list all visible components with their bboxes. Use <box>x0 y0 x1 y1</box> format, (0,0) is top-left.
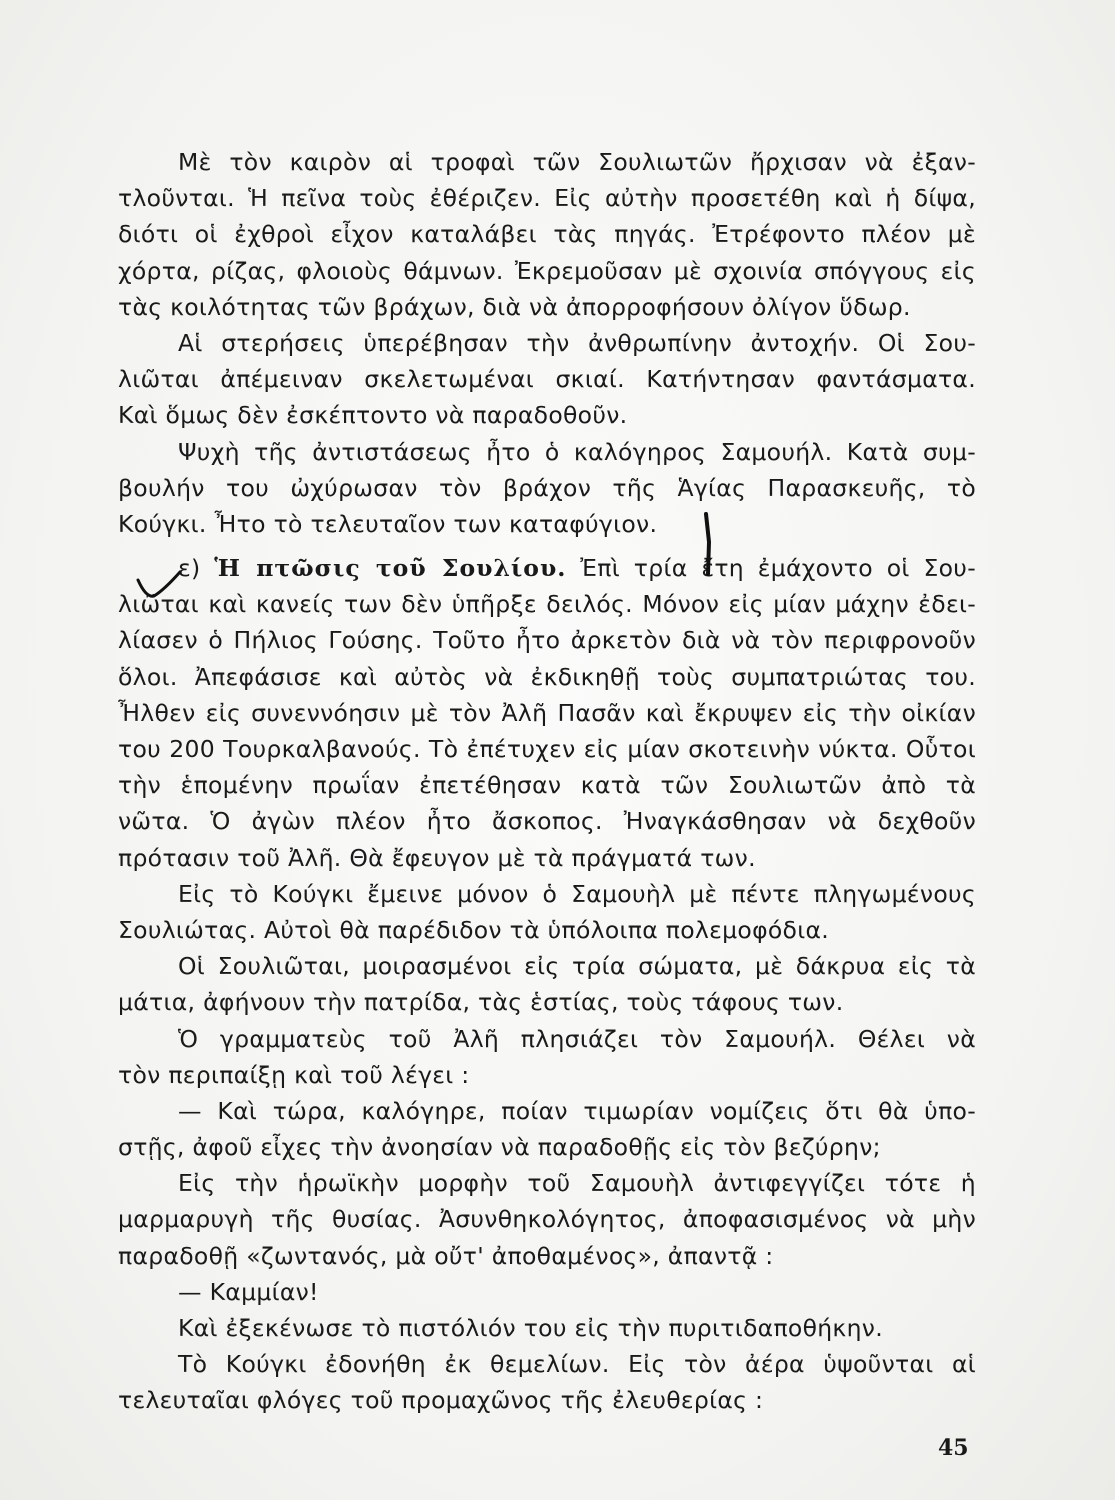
paragraph-12 <box>118 1346 976 1418</box>
text-line: Εἰς τὸ Κούγκι ἔμεινε μόνον ὁ Σαμουὴλ μὲ πέντε πληγωμένους <box>178 879 976 908</box>
text-line: στῇς, ἀφοῦ εἶχες τὴν ἀνοησίαν νὰ παραδοθῇς εἰς τὸν βεζύρην; <box>118 1133 881 1162</box>
paragraph-11: Καὶ ἐξεκένωσε τὸ πιστόλιόν του εἰς τὴν πυριτιδαποθήκην. <box>178 1314 883 1342</box>
section-first-line <box>118 550 976 586</box>
dialogue-2: — Καμμίαν! <box>178 1277 319 1306</box>
text-line: παραδοθῇ «ζωντανός, μὰ οὔτ' ἀποθαμένος», ἀπαντᾷ : <box>118 1241 774 1270</box>
text-line: Σουλιώτας. Αὐτοὶ θὰ παρέδιδον τὰ ὑπόλοιπα πολεμοφόδια. <box>118 915 830 944</box>
text-line: Οἱ Σουλιῶται, μοιρασμένοι εἰς τρία σώματα, μὲ δάκρυα εἰς τὰ <box>178 952 976 981</box>
text-line: τὴν ἑπομένην πρωΐαν ἐπετέθησαν κατὰ τῶν Σουλιωτῶν ἀπὸ τὰ <box>118 771 976 800</box>
text-line: Ὁ γραμματεὺς τοῦ Ἀλῆ πλησιάζει τὸν Σαμουήλ. Θέλει νὰ <box>178 1024 976 1053</box>
check-mark-annotation <box>134 564 184 604</box>
dialogue-1 <box>118 1093 976 1165</box>
text-line: λιῶται ἀπέμειναν σκελετωμέναι σκιαί. Κατήντησαν φαντάσματα. <box>118 365 976 394</box>
text-line: μαρμαρυγὴ τῆς θυσίας. Ἀσυνθηκολόγητος, ἀποφασισμένος νὰ μὴν <box>118 1205 976 1234</box>
text-line: βουλήν του ὠχύρωσαν τὸν βράχον τῆς Ἁγίας Παρασκευῆς, τὸ <box>118 473 976 502</box>
text-line: ὅλοι. Ἀπεφάσισε καὶ αὐτὸς νὰ ἐκδικηθῇ τοὺς συμπατριώτας του. <box>118 662 976 691</box>
text-line: Μὲ τὸν καιρὸν αἱ τροφαὶ τῶν Σουλιωτῶν ἤρχισαν νὰ ἐξαν- <box>178 148 976 176</box>
paragraph-6 <box>118 948 976 1020</box>
text-line: τλοῦνται. Ἡ πεῖνα τοὺς ἐθέριζεν. Εἰς αὐτὴν προσετέθη καὶ ἡ δίψα, <box>118 184 976 213</box>
text-line: νῶτα. Ὁ ἀγὼν πλέον ἦτο ἄσκοπος. Ἠναγκάσθησαν νὰ δεχθοῦν <box>118 807 976 836</box>
section-heading: Ἡ πτῶσις τοῦ Σουλίου. <box>214 554 567 583</box>
text-line: Καὶ ὅμως δὲν ἐσκέπτοντο νὰ παραδοθοῦν. <box>118 401 628 430</box>
body-text <box>118 144 976 1419</box>
text-line: διότι οἱ ἐχθροὶ εἶχον καταλάβει τὰς πηγάς. Ἐτρέφοντο πλέον μὲ <box>118 220 976 249</box>
vertical-bar-annotation <box>700 512 716 578</box>
text-line: Ἦλθεν εἰς συνεννόησιν μὲ τὸν Ἀλῆ Πασᾶν καὶ ἔκρυψεν εἰς τὴν οἰκίαν <box>118 698 976 727</box>
section-first-line-text: Ἐπὶ τρία ἔτη ἐμάχοντο οἱ Σου- <box>580 554 976 583</box>
paragraph-1 <box>118 144 976 325</box>
text-line: Κούγκι. Ἦτο τὸ τελευταῖον των καταφύγιον. <box>118 509 658 538</box>
section-label: ε) <box>178 554 201 583</box>
section-fall-of-souli <box>118 550 976 876</box>
text-line: λίασεν ὁ Πήλιος Γούσης. Τοῦτο ἦτο ἀρκετὸν διὰ νὰ τὸν περιφρονοῦν <box>118 626 976 655</box>
text-line: Αἱ στερήσεις ὑπερέβησαν τὴν ἀνθρωπίνην ἀντοχήν. Οἱ Σου- <box>178 328 976 357</box>
paragraph-9 <box>118 1165 976 1274</box>
text-line: χόρτα, ρίζας, φλοιοὺς θάμνων. Ἐκρεμοῦσαν μὲ σχοινία σπόγγους εἰς <box>118 256 976 285</box>
paragraph-5 <box>118 876 976 948</box>
text-line: τὰς κοιλότητας τῶν βράχων, διὰ νὰ ἀπορροφήσουν ὀλίγον ὕδωρ. <box>118 292 911 321</box>
text-line: — Καὶ τώρα, καλόγηρε, ποίαν τιμωρίαν νομίζεις ὅτι θὰ ὑπο- <box>178 1096 976 1125</box>
text-line: λιῶται καὶ κανείς των δὲν ὑπῆρξε δειλός. Μόνον εἰς μίαν μάχην ἐδει- <box>118 590 976 619</box>
paragraph-7 <box>118 1021 976 1093</box>
text-line: τελευταῖαι φλόγες τοῦ προμαχῶνος τῆς ἐλευθερίας : <box>118 1386 764 1415</box>
text-line: Τὸ Κούγκι ἐδονήθη ἐκ θεμελίων. Εἰς τὸν ἀέρα ὑψοῦνται αἱ <box>178 1350 976 1379</box>
text-line: τὸν περιπαίξῃ καὶ τοῦ λέγει : <box>118 1060 470 1089</box>
text-line: Εἰς τὴν ἡρωϊκὴν μορφὴν τοῦ Σαμουὴλ ἀντιφεγγίζει τότε ἡ <box>178 1169 976 1198</box>
text-line: του 200 Τουρκαλβανούς. Τὸ ἐπέτυχεν εἰς μίαν σκοτεινὴν νύκτα. Οὗτοι <box>118 735 976 763</box>
text-line: πρότασιν τοῦ Ἀλῆ. Θὰ ἔφευγον μὲ τὰ πράγματά των. <box>118 843 756 872</box>
page-number: 45 <box>938 1435 969 1461</box>
paragraph-2 <box>118 325 976 434</box>
paragraph-3 <box>118 434 976 543</box>
text-line: Ψυχὴ τῆς ἀντιστάσεως ἦτο ὁ καλόγηρος Σαμουήλ. Κατὰ συμ- <box>178 437 976 466</box>
text-line: μάτια, ἀφήνουν τὴν πατρίδα, τὰς ἑστίας, τοὺς τάφους των. <box>118 988 844 1017</box>
